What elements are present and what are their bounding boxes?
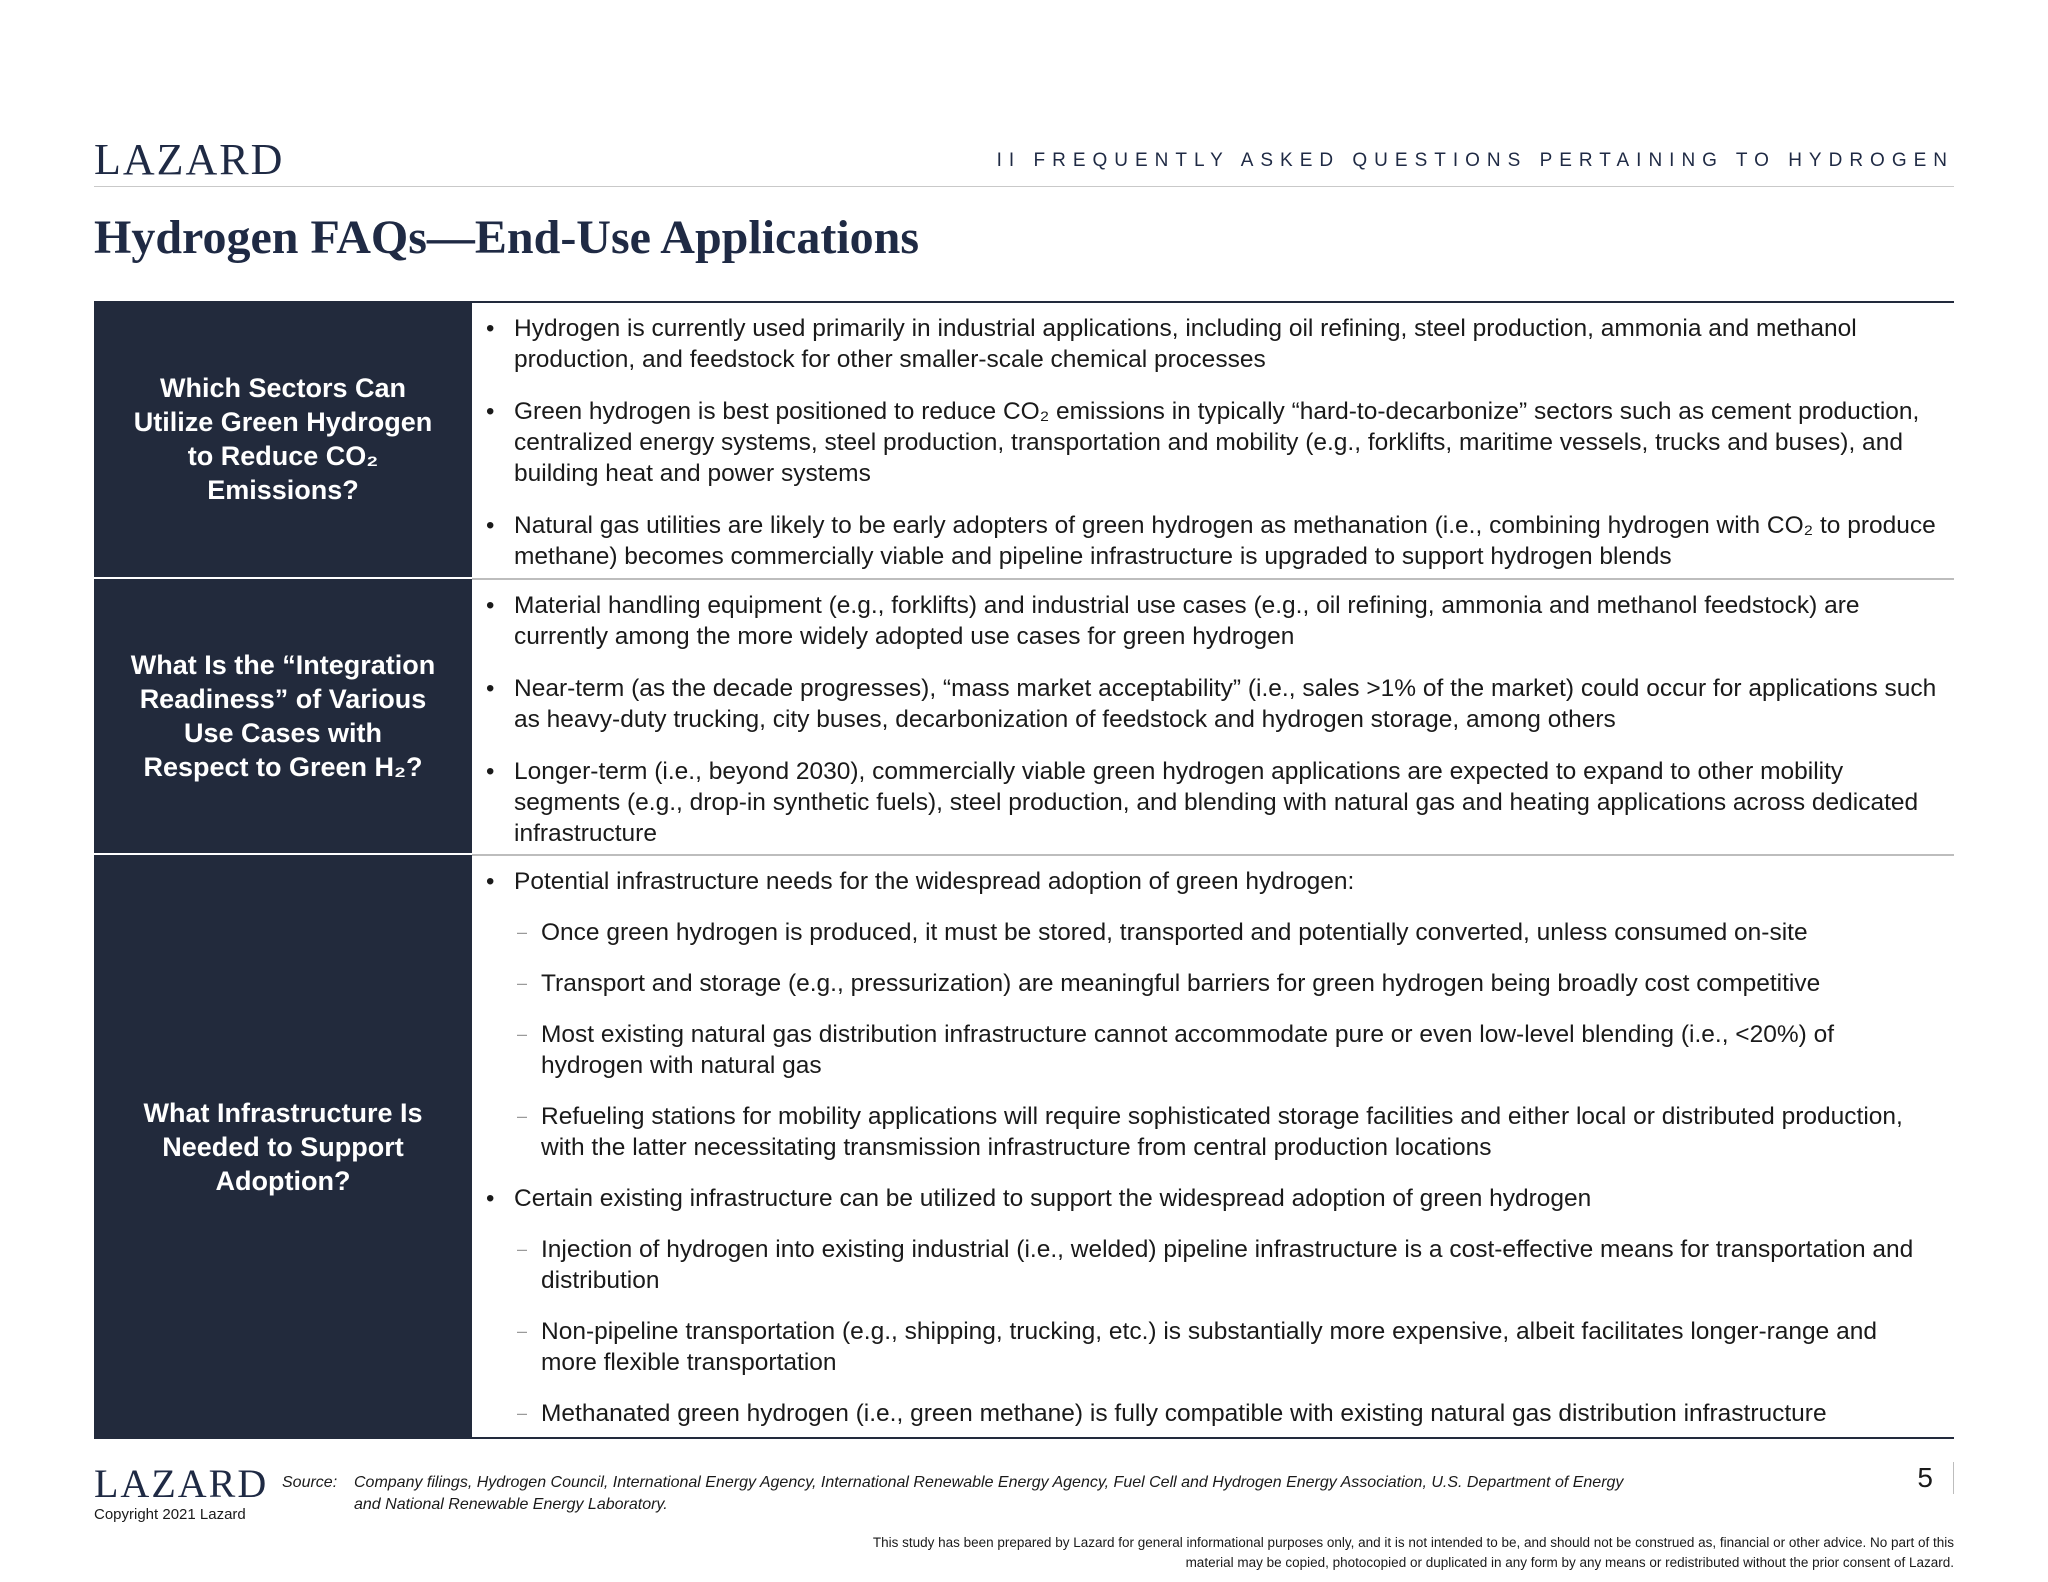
page-number: 5 xyxy=(1917,1462,1954,1494)
section-header: II FREQUENTLY ASKED QUESTIONS PERTAINING TO HYDROGEN xyxy=(996,150,1954,171)
disclaimer: This study has been prepared by Lazard for general informational purposes only, and it is not intended to be, and should not be construed as, financial or other advice. No part of this material may be copied, photocopied or duplicated in any form by any means or redistributed without the prior consent of Lazard. xyxy=(872,1535,1954,1570)
question-cell xyxy=(94,301,472,577)
sub-bullet-item: – Methanated green hydrogen (i.e., green methane) is fully compatible with existing natural gas distribution infrastructure xyxy=(472,1398,1938,1429)
lazard-footer-logo: LAZARD xyxy=(94,1461,269,1506)
answer-cell xyxy=(472,301,1954,577)
bullet-item: • Material handling equipment (e.g., forklifts) and industrial use cases (e.g., oil refining, ammonia and methanol feedstock) are currently among the more widely adopted use cases for green hydrogen xyxy=(472,590,1938,652)
question-text: What Infrastructure Is Needed to Support Adoption? xyxy=(143,1097,423,1196)
question-text: Which Sectors Can Utilize Green Hydrogen to Reduce CO₂ Emissions? xyxy=(133,373,433,505)
header-divider xyxy=(94,186,1954,187)
sub-bullet-item: – Non-pipeline transportation (e.g., shipping, trucking, etc.) is substantially more expensive, albeit facilitates longer-range and more flexible transportation xyxy=(472,1316,1938,1378)
faq-row xyxy=(94,301,1954,577)
bullet-item: • Natural gas utilities are likely to be early adopters of green hydrogen as methanation (i.e., combining hydrogen with CO₂ to produce methane) becomes commercially viable and pipeline infrastructure is upgraded to support hydrogen blends xyxy=(472,510,1938,572)
question-cell xyxy=(94,854,472,1439)
sub-bullet-item: – Refueling stations for mobility applications will require sophisticated storage facilities and either local or distributed production, with the latter necessitating transmission infrastructure from central production locations xyxy=(472,1101,1938,1163)
source-label: Source: xyxy=(282,1474,338,1491)
copyright: Copyright 2021 Lazard xyxy=(94,1506,246,1523)
answer-list xyxy=(472,303,1954,572)
answer-cell xyxy=(472,854,1954,1439)
answer-list xyxy=(472,580,1954,849)
row-separator xyxy=(94,577,472,579)
bullet-item: • Hydrogen is currently used primarily in industrial applications, including oil refining, steel production, ammonia and methanol production, and feedstock for other smaller-scale chemical processes xyxy=(472,313,1938,375)
answer-cell xyxy=(472,578,1954,853)
sub-bullet-item: – Once green hydrogen is produced, it must be stored, transported and potentially converted, unless consumed on-site xyxy=(472,917,1938,948)
source-text: Company filings, Hydrogen Council, International Energy Agency, International Renewable Energy Agency, Fuel Cell and Hydrogen Energy Association, U.S. Department of Energy and National Renewable Energy Laboratory. xyxy=(354,1474,1624,1513)
row-separator xyxy=(94,853,472,855)
sub-bullet-item: – Most existing natural gas distribution infrastructure cannot accommodate pure or even low-level blending (i.e., <20%) of hydrogen with natural gas xyxy=(472,1019,1938,1081)
bullet-item: • Certain existing infrastructure can be utilized to support the widespread adoption of green hydrogen xyxy=(472,1183,1938,1214)
answer-list xyxy=(472,856,1954,1429)
question-text: What Is the “Integration Readiness” of Various Use Cases with Respect to Green H₂? xyxy=(130,649,436,782)
sub-bullet-item: – Transport and storage (e.g., pressurization) are meaningful barriers for green hydrogen being broadly cost competitive xyxy=(472,968,1938,999)
sub-bullet-item: – Injection of hydrogen into existing industrial (i.e., welded) pipeline infrastructure is a cost-effective means for transportation and distribution xyxy=(472,1234,1938,1296)
faq-row xyxy=(94,578,1954,853)
bullet-item: • Potential infrastructure needs for the widespread adoption of green hydrogen: xyxy=(472,866,1938,897)
faq-table xyxy=(94,301,1954,1439)
faq-row xyxy=(94,854,1954,1439)
page-title: Hydrogen FAQs—End-Use Applications xyxy=(94,211,920,264)
bullet-item: • Green hydrogen is best positioned to reduce CO₂ emissions in typically “hard-to-decarbonize” sectors such as cement production, centralized energy systems, steel production, transportation and mobility (e.g., forklifts, maritime vessels, trucks and buses), and building heat and power systems xyxy=(472,396,1938,489)
bullet-item: • Longer-term (i.e., beyond 2030), commercially viable green hydrogen applications are expected to expand to other mobility segments (e.g., drop-in synthetic fuels), steel production, and blending with natural gas and heating applications across dedicated infrastructure xyxy=(472,756,1938,849)
question-cell xyxy=(94,578,472,853)
bullet-item: • Near-term (as the decade progresses), “mass market acceptability” (i.e., sales >1% of the market) could occur for applications such as heavy-duty trucking, city buses, decarbonization of feedstock and hydrogen storage, among others xyxy=(472,673,1938,735)
lazard-logo: LAZARD xyxy=(94,135,285,184)
